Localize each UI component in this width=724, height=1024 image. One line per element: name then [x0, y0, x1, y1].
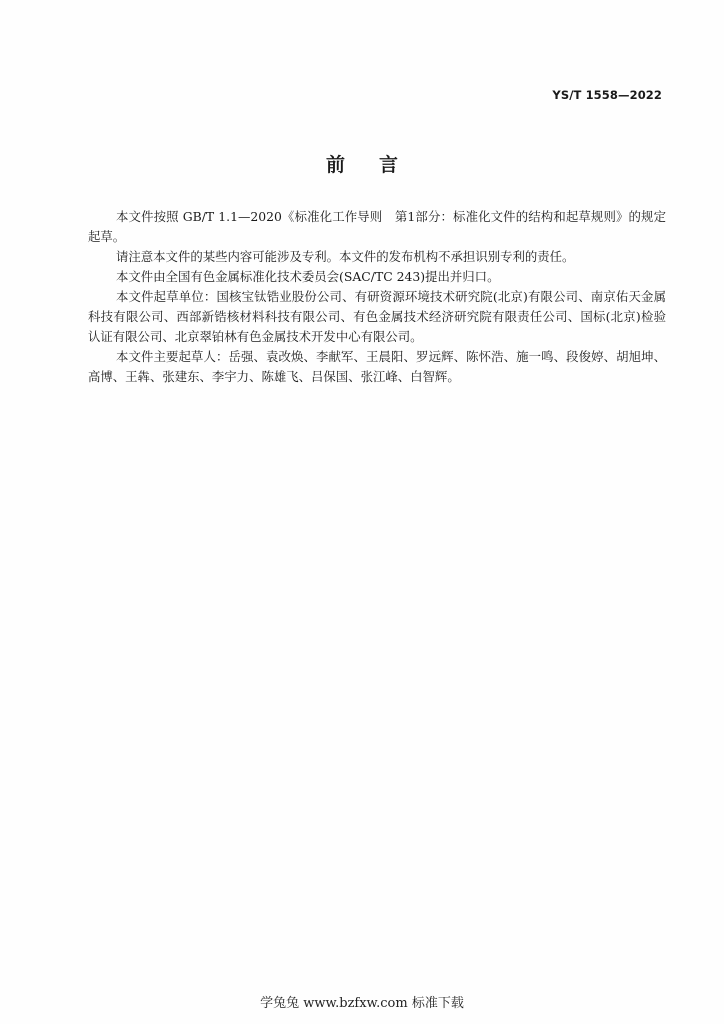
- foreword-paragraph-main-drafters: 本文件主要起草人：岳强、袁改焕、李献军、王晨阳、罗远辉、陈怀浩、施一鸣、段俊婷、胡旭坤、高博、王犇、张建东、李宇力、陈雄飞、吕保国、张江峰、白智辉。: [88, 349, 666, 384]
- foreword-body: [88, 207, 666, 387]
- site-footer: 学兔兔 www.bzfxw.com 标准下载: [260, 996, 464, 1011]
- page-title-char: 前: [325, 154, 345, 176]
- foreword-paragraph-drafting-organizations: 本文件起草单位：国核宝钛锆业股份公司、有研资源环境技术研究院(北京)有限公司、南京佑天金属科技有限公司、西部新锆核材料科技有限公司、有色金属技术经济研究院有限责任公司、国标(北京)检验认证有限公司、北京翠铂林有色金属技术开发中心有限公司。: [88, 289, 666, 344]
- document-code: YS/T 1558—2022: [552, 88, 662, 102]
- page-title: [0, 150, 724, 177]
- foreword-paragraph-drafting-rules: 本文件按照 GB/T 1.1—2020《标准化工作导则 第1部分：标准化文件的结构和起草规则》的规定起草。: [88, 209, 666, 244]
- page-title-char: 言: [379, 154, 399, 176]
- foreword-paragraph-committee: 本文件由全国有色金属标准化技术委员会(SAC/TC 243)提出并归口。: [116, 269, 500, 284]
- foreword-paragraph-patent-notice: 请注意本文件的某些内容可能涉及专利。本文件的发布机构不承担识别专利的责任。: [116, 249, 575, 264]
